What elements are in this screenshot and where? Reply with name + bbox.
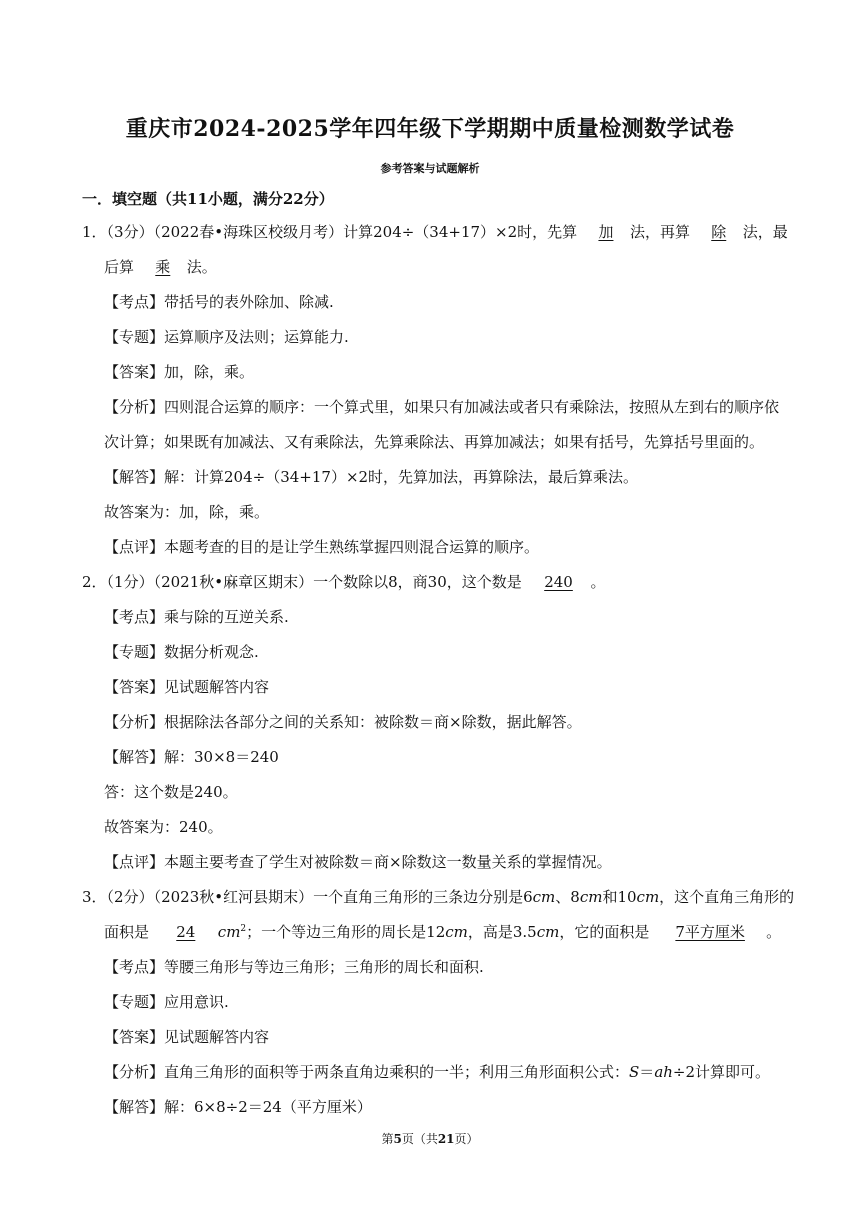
q1-guda: 故答案为：加，除，乘。: [104, 503, 270, 521]
q2-answer-blank: 240: [544, 573, 573, 591]
page-subtitle: 参考答案与试题解析: [380, 162, 480, 175]
q1-zhuanti: 【专题】运算顺序及法则；运算能力.: [104, 328, 349, 346]
q1-jieda: 【解答】解：计算204÷（34+17）×2时，先算加法，再算除法，最后算乘法。: [104, 468, 639, 486]
q2-kaodian: 【考点】乘与除的互逆关系.: [104, 608, 289, 626]
q3-daan: 【答案】见试题解答内容: [104, 1028, 270, 1046]
q1-fenxi-line2: 次计算；如果既有加减法、又有乘除法，先算乘除法、再算加减法；如果有括号，先算括号里面的。: [104, 433, 765, 451]
q1-stem-line2: 后算 乘 法。: [104, 258, 217, 276]
q3-stem-line2: 面积是 24 $cm^2$；一个等边三角形的周长是12cm，高是3.5cm，它的面积是 7平方厘米 。: [104, 923, 782, 941]
q3-zhuanti: 【专题】应用意识.: [104, 993, 229, 1011]
section-heading: 一．填空题（共11小题，满分22分）: [82, 190, 334, 208]
current-page-number: 5: [393, 1132, 402, 1146]
q1-answer-blank-1: 加: [598, 223, 614, 241]
q1-kaodian: 【考点】带括号的表外除加、除减.: [104, 293, 334, 311]
q1-daan: 【答案】加，除，乘。: [104, 363, 255, 381]
q3-answer-blank-1: 24: [176, 923, 196, 941]
total-page-count: 21: [437, 1132, 455, 1146]
q2-daan: 【答案】见试题解答内容: [104, 678, 270, 696]
q2-zhuanti: 【专题】数据分析观念.: [104, 643, 259, 661]
q2-fenxi: 【分析】根据除法各部分之间的关系知：被除数＝商×除数，据此解答。: [104, 713, 582, 731]
q2-da: 答：这个数是240。: [104, 783, 238, 801]
q2-stem: 2．（1分）（2021秋•麻章区期末）一个数除以8，商30，这个数是 240 。: [82, 573, 606, 591]
q2-dianping: 【点评】本题主要考查了学生对被除数＝商×除数这一数量关系的掌握情况。: [104, 853, 612, 871]
q3-jieda: 【解答】解：6×8÷2＝24（平方厘米）: [104, 1098, 372, 1116]
q3-stem-line1: 3．（2分）（2023秋•红河县期末）一个直角三角形的三条边分别是6cm、8cm和10cm，这个直角三角形的: [82, 888, 795, 906]
q2-jieda: 【解答】解：30×8＝240: [104, 748, 279, 766]
page-footer: 第5页（共21页）: [381, 1132, 479, 1146]
q1-answer-blank-2: 除: [711, 223, 727, 241]
q1-dianping: 【点评】本题考查的目的是让学生熟练掌握四则混合运算的顺序。: [104, 538, 540, 556]
q1-answer-blank-3: 乘: [155, 258, 171, 276]
q2-guda: 故答案为：240。: [104, 818, 223, 836]
q3-answer-blank-2: 7平方厘米: [675, 923, 745, 941]
q1-fenxi-line1: 【分析】四则混合运算的顺序：一个算式里，如果只有加减法或者只有乘除法，按照从左到右的顺序依: [104, 398, 780, 416]
q1-stem-line1: 1．（3分）（2022春•海珠区校级月考）计算204÷（34+17）×2时，先算 加 法，再算 除 法，最: [82, 223, 788, 241]
q3-fenxi: 【分析】直角三角形的面积等于两条直角边乘积的一半；利用三角形面积公式：S＝ah÷2计算即可。: [104, 1063, 771, 1081]
q3-kaodian: 【考点】等腰三角形与等边三角形；三角形的周长和面积.: [104, 958, 484, 976]
page-title: 重庆市2024-2025学年四年级下学期期中质量检测数学试卷: [125, 116, 735, 142]
